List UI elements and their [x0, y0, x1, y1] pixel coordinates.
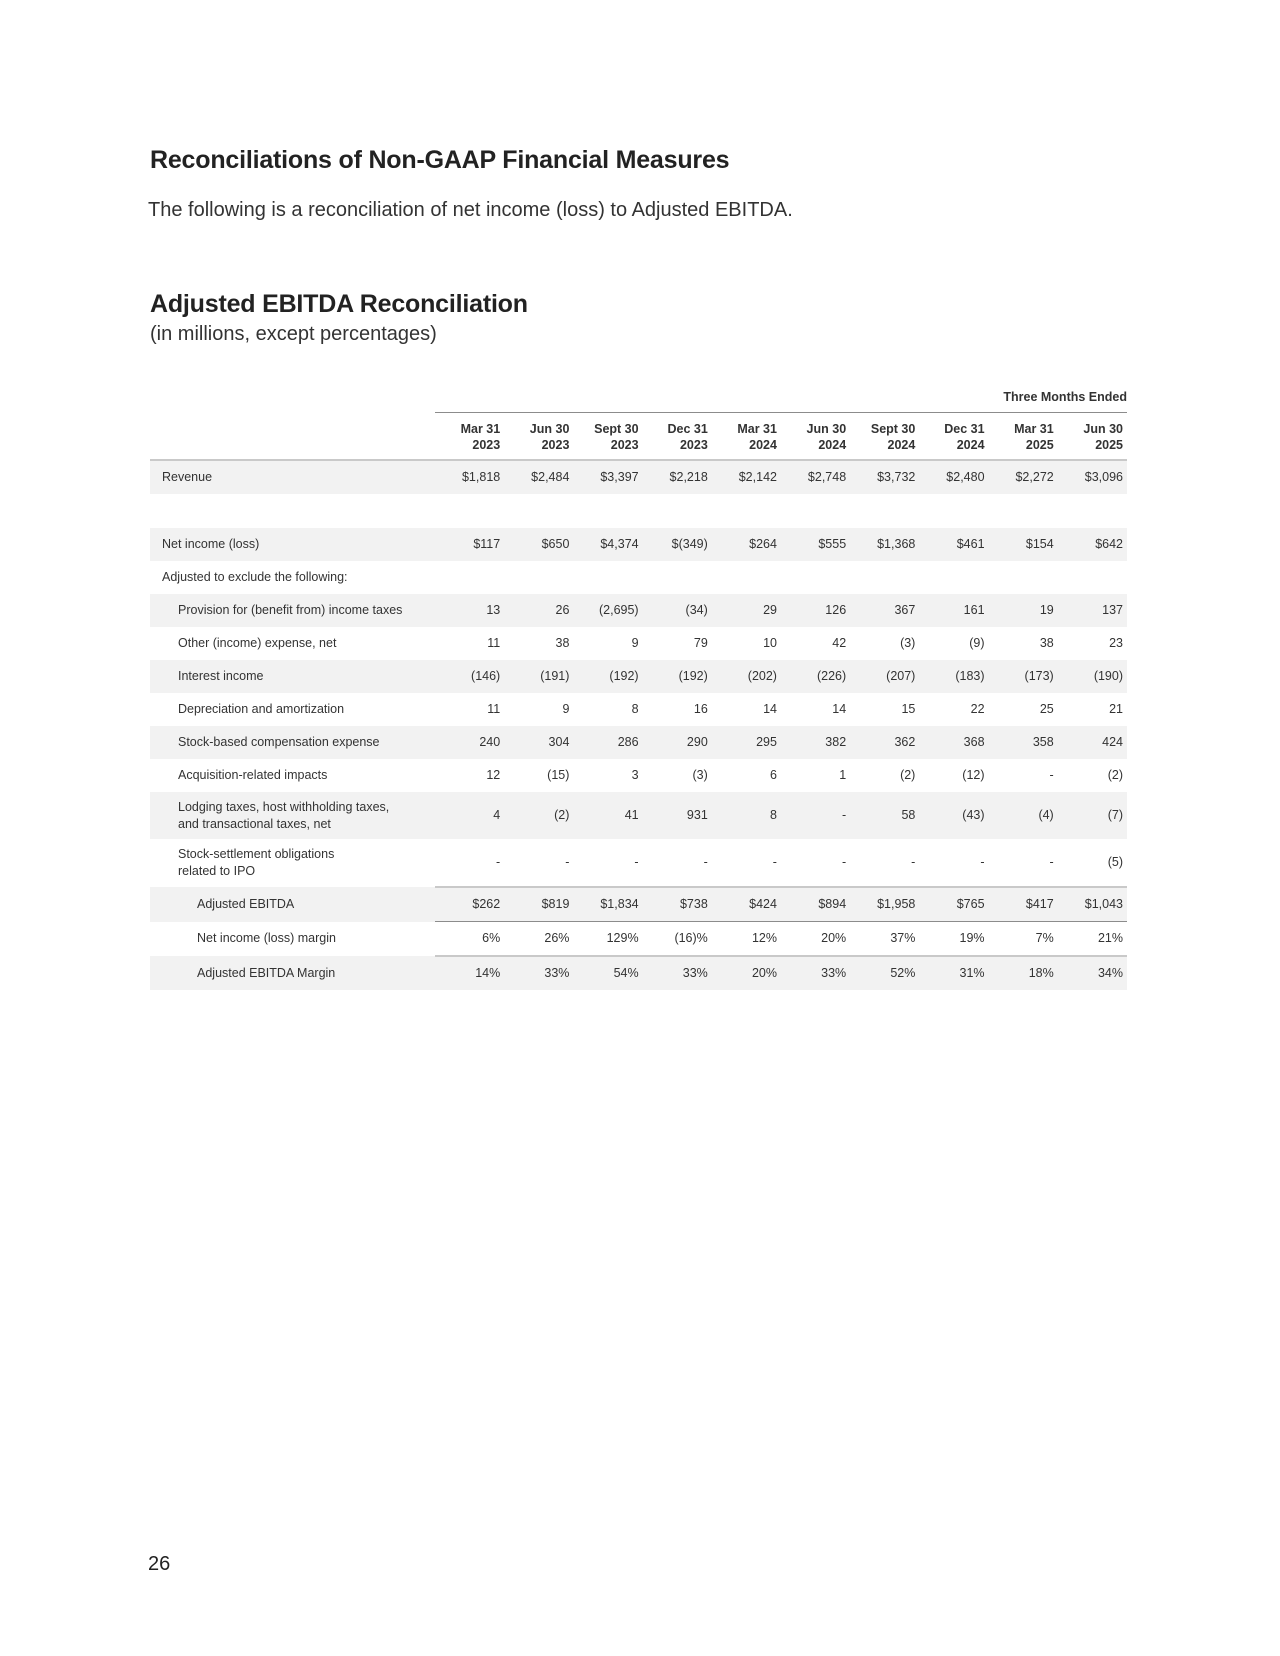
table-cell: 38	[1039, 636, 1054, 650]
table-cell: 3	[631, 768, 639, 782]
table-cell: 52%	[850, 956, 919, 990]
table-cell: (173)	[989, 660, 1058, 693]
table-cell: 18%	[989, 956, 1058, 990]
column-header: Sept 30 2023	[573, 413, 642, 461]
table-cell: 38	[555, 636, 570, 650]
table-cell: 42	[832, 636, 847, 650]
table-cell: (4)	[989, 792, 1058, 839]
table-cell: 22	[970, 702, 985, 716]
page-number: 26	[148, 1553, 171, 1575]
table-cell: (15)	[547, 768, 570, 782]
table-cell: $642	[1058, 528, 1127, 561]
table-cell: (202)	[712, 660, 781, 693]
table-cell: $2,484	[504, 460, 573, 494]
row-stock-based-compensation	[150, 726, 1127, 759]
table-cell: $461	[919, 528, 988, 561]
table-cell: 41	[573, 792, 642, 839]
table-cell: -	[1049, 768, 1054, 782]
table-cell: 10	[763, 636, 777, 650]
table-cell: (3)	[692, 768, 708, 782]
table-cell: 14%	[435, 956, 504, 990]
table-cell: $2,142	[712, 460, 781, 494]
table-cell: -	[911, 855, 916, 869]
row-income-taxes	[150, 594, 1127, 627]
table-cell: -	[496, 855, 501, 869]
table-cell: 25	[1039, 702, 1054, 716]
row-label: Stock-settlement obligations related to IPO	[178, 847, 335, 878]
column-header: Mar 31 2024	[712, 413, 781, 461]
column-header: Mar 31 2025	[989, 413, 1058, 461]
table-cell: 1	[839, 768, 847, 782]
row-acquisition-impacts	[150, 759, 1127, 792]
row-label: Revenue	[150, 460, 435, 494]
row-adjustments-heading	[150, 561, 1127, 594]
row-lodging-taxes	[150, 792, 1127, 839]
table-cell: 33%	[504, 956, 573, 990]
table-cell: $154	[989, 528, 1058, 561]
table-cell: 12%	[712, 922, 781, 957]
table-cell: $(349)	[643, 528, 712, 561]
table-cell: 31%	[919, 956, 988, 990]
table-cell: -	[1049, 855, 1054, 869]
row-label: Depreciation and amortization	[178, 702, 345, 716]
row-stock-settlement	[150, 839, 1127, 887]
header-label-cell	[150, 413, 435, 461]
table-cell: (16)%	[643, 922, 712, 957]
section-title: Adjusted EBITDA Reconciliation	[150, 290, 528, 318]
table-cell: $555	[781, 528, 850, 561]
table-cell: (2)	[504, 792, 573, 839]
table-cell: $3,732	[850, 460, 919, 494]
column-header: Dec 31 2024	[919, 413, 988, 461]
table-cell: 29	[712, 594, 781, 627]
table-cell: 26%	[504, 922, 573, 957]
table-cell: 20%	[781, 922, 850, 957]
table-cell: 20%	[712, 956, 781, 990]
table-cell: $1,368	[850, 528, 919, 561]
row-label: Net income (loss)	[150, 528, 435, 561]
row-net-income	[150, 528, 1127, 561]
table-cell: 8	[712, 792, 781, 839]
row-label: Lodging taxes, host withholding taxes, and transactional taxes, net	[150, 792, 435, 839]
row-label: Stock-based compensation expense	[150, 726, 435, 759]
table-cell: 6	[770, 768, 777, 782]
table-cell: 295	[712, 726, 781, 759]
table-cell: -	[841, 855, 847, 869]
row-label: Adjusted to exclude the following:	[162, 570, 348, 584]
table-cell: 240	[435, 726, 504, 759]
table-cell: $1,043	[1058, 887, 1127, 922]
table-cell: 4	[435, 792, 504, 839]
row-label: Net income (loss) margin	[197, 931, 336, 946]
table-cell: $1,834	[573, 887, 642, 922]
table-cell: -	[703, 855, 708, 869]
table-cell: 6%	[435, 922, 504, 957]
table-cell: 368	[919, 726, 988, 759]
table-cell: 129%	[573, 922, 642, 957]
table-cell: (192)	[643, 660, 712, 693]
table-cell: 19	[989, 594, 1058, 627]
table-cell: -	[980, 855, 985, 869]
table-cell: -	[565, 855, 570, 869]
table-cell: (226)	[781, 660, 850, 693]
row-label: Acquisition-related impacts	[178, 768, 328, 782]
table-cell: 11	[487, 702, 501, 716]
table-cell: (2,695)	[573, 594, 642, 627]
table-cell: $417	[989, 887, 1058, 922]
column-header: Sept 30 2024	[850, 413, 919, 461]
page-title: Reconciliations of Non-GAAP Financial Measures	[150, 146, 730, 174]
table-cell: (7)	[1058, 792, 1127, 839]
table-cell: 19%	[919, 922, 988, 957]
table-cell: 286	[573, 726, 642, 759]
table-cell: 382	[781, 726, 850, 759]
column-header-row	[150, 413, 1127, 461]
table-cell: (183)	[919, 660, 988, 693]
table-cell: 8	[631, 702, 639, 716]
table-cell: (9)	[969, 636, 985, 650]
table-cell: (34)	[643, 594, 712, 627]
column-header: Dec 31 2023	[643, 413, 712, 461]
table-cell: (207)	[850, 660, 919, 693]
table-cell: -	[634, 855, 639, 869]
table-cell: $2,748	[781, 460, 850, 494]
table-cell: (2)	[1107, 768, 1123, 782]
table-cell: $3,096	[1058, 460, 1127, 494]
table-cell: 58	[850, 792, 919, 839]
table-cell: 21	[1109, 702, 1123, 716]
table-cell: 26	[504, 594, 573, 627]
table-cell: $650	[504, 528, 573, 561]
row-adjusted-ebitda	[150, 887, 1127, 922]
table-cell: 13	[435, 594, 504, 627]
table-cell: 37%	[850, 922, 919, 957]
row-net-income-margin	[150, 922, 1127, 957]
table-cell: $2,272	[989, 460, 1058, 494]
table-cell: $1,958	[850, 887, 919, 922]
table-cell: 424	[1058, 726, 1127, 759]
section-subtitle: (in millions, except percentages)	[150, 323, 437, 345]
table-cell: $262	[435, 887, 504, 922]
row-label: Adjusted EBITDA	[150, 887, 435, 922]
table-cell: $2,480	[919, 460, 988, 494]
table-cell: 16	[693, 702, 708, 716]
table-cell: 33%	[643, 956, 712, 990]
table-cell: $117	[435, 528, 504, 561]
table-cell: $738	[643, 887, 712, 922]
table-cell: (190)	[1058, 660, 1127, 693]
table-cell: 290	[643, 726, 712, 759]
table-cell: $819	[504, 887, 573, 922]
column-header: Jun 30 2024	[781, 413, 850, 461]
table-cell: 358	[989, 726, 1058, 759]
table-cell: (43)	[919, 792, 988, 839]
table-cell: 23	[1109, 636, 1123, 650]
table-cell: $2,218	[643, 460, 712, 494]
column-header: Mar 31 2023	[435, 413, 504, 461]
column-header: Jun 30 2023	[504, 413, 573, 461]
row-label: Other (income) expense, net	[178, 636, 337, 650]
table-cell: $4,374	[573, 528, 642, 561]
column-header: Jun 30 2025	[1058, 413, 1127, 461]
table-cell: 9	[562, 702, 570, 716]
table-cell: (12)	[962, 768, 985, 782]
row-label: Adjusted EBITDA Margin	[150, 956, 435, 990]
table-cell: $894	[781, 887, 850, 922]
table-cell: 11	[487, 636, 501, 650]
intro-text: The following is a reconciliation of net income (loss) to Adjusted EBITDA.	[148, 199, 793, 221]
table-cell: 54%	[573, 956, 642, 990]
spacer-row	[150, 494, 1127, 528]
table-cell: 34%	[1058, 956, 1127, 990]
period-label: Three Months Ended	[1003, 390, 1127, 404]
table-cell: $3,397	[573, 460, 642, 494]
row-depreciation	[150, 693, 1127, 726]
table-cell: (191)	[504, 660, 573, 693]
ebitda-reconciliation-table	[150, 412, 1127, 990]
table-cell: (146)	[435, 660, 504, 693]
table-cell: 362	[850, 726, 919, 759]
table-cell: 367	[850, 594, 919, 627]
table-cell: $264	[712, 528, 781, 561]
table-cell: (3)	[900, 636, 916, 650]
table-cell: 9	[631, 636, 639, 650]
table-cell: 137	[1058, 594, 1127, 627]
table-cell: 15	[901, 702, 916, 716]
row-label: Interest income	[150, 660, 435, 693]
table-cell: 161	[919, 594, 988, 627]
table-cell: 126	[781, 594, 850, 627]
table-cell: (192)	[573, 660, 642, 693]
table-cell: (5)	[1107, 855, 1123, 869]
table-cell: $765	[919, 887, 988, 922]
table-cell: 14	[832, 702, 847, 716]
table-cell: 7%	[989, 922, 1058, 957]
row-adjusted-ebitda-margin	[150, 956, 1127, 990]
table-cell: -	[772, 855, 777, 869]
table-cell: $1,818	[435, 460, 504, 494]
table-cell: -	[781, 792, 850, 839]
table-cell: 21%	[1058, 922, 1127, 957]
table-cell: (2)	[900, 768, 916, 782]
table-cell: 33%	[781, 956, 850, 990]
table-cell: 304	[504, 726, 573, 759]
table-cell: 931	[643, 792, 712, 839]
table-cell: 79	[693, 636, 708, 650]
row-label: Provision for (benefit from) income taxes	[150, 594, 435, 627]
table-cell: 12	[486, 768, 501, 782]
row-revenue	[150, 460, 1127, 494]
row-interest-income	[150, 660, 1127, 693]
row-other-income-expense	[150, 627, 1127, 660]
table-cell: 14	[763, 702, 777, 716]
table-cell: $424	[712, 887, 781, 922]
